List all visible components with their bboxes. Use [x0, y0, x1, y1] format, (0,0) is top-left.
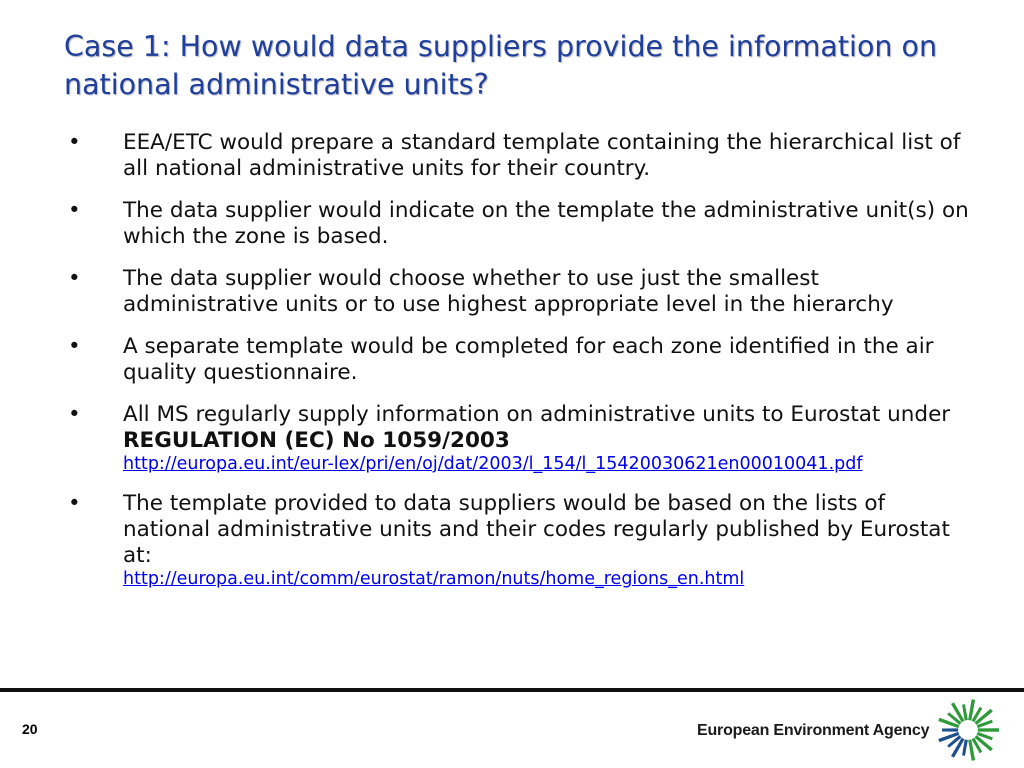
bullet-text: The data supplier would indicate on the template the administrative unit(s) on which the zone is based.: [123, 198, 969, 249]
bullet-item: [64, 402, 974, 475]
bullet-marker: •: [68, 266, 81, 291]
bullet-item: [64, 334, 974, 386]
bullet-marker: •: [68, 198, 81, 223]
bullet-item: [64, 266, 974, 318]
footer-divider: [0, 688, 1024, 692]
bullet-text: The data supplier would choose whether to use just the smallest administrative units or to use highest appropriate level in the hierarchy: [123, 266, 894, 317]
bullet-item: [64, 491, 974, 590]
logo-ray: [942, 728, 958, 731]
bullet-text: A separate template would be completed for each zone identified in the air quality questionnaire.: [123, 334, 934, 385]
eur-lex-link[interactable]: http://europa.eu.int/eur-lex/pri/en/oj/dat/2003/l_154/l_15420030621en00010041.pdf: [123, 454, 863, 474]
bullet-marker: •: [68, 130, 81, 155]
bullet-item: [64, 130, 974, 182]
slide-title: Case 1: How would data suppliers provide the information on national administrative units?: [64, 30, 938, 101]
logo-ray: [978, 728, 999, 731]
bullet-text: EEA/ETC would prepare a standard template containing the hierarchical list of all national administrative units for their country.: [123, 130, 961, 181]
eurostat-ramon-link[interactable]: http://europa.eu.int/comm/eurostat/ramon/nuts/home_regions_en.html: [123, 569, 745, 589]
regulation-reference: REGULATION (EC) No 1059/2003: [123, 428, 510, 453]
bullet-text: All MS regularly supply information on administrative units to Eurostat under: [123, 402, 951, 427]
page-number: 20: [22, 721, 38, 737]
bullet-text: The template provided to data suppliers would be based on the lists of national administrative units and their codes regularly published by Eurostat at:: [123, 491, 950, 568]
bullet-marker: •: [68, 334, 81, 359]
agency-name: European Environment Agency: [697, 722, 930, 739]
bullet-list: [64, 130, 974, 606]
bullet-marker: •: [68, 402, 81, 427]
bullet-marker: •: [68, 491, 81, 516]
bullet-item: [64, 198, 974, 250]
eea-sun-logo-icon: [934, 696, 1002, 764]
